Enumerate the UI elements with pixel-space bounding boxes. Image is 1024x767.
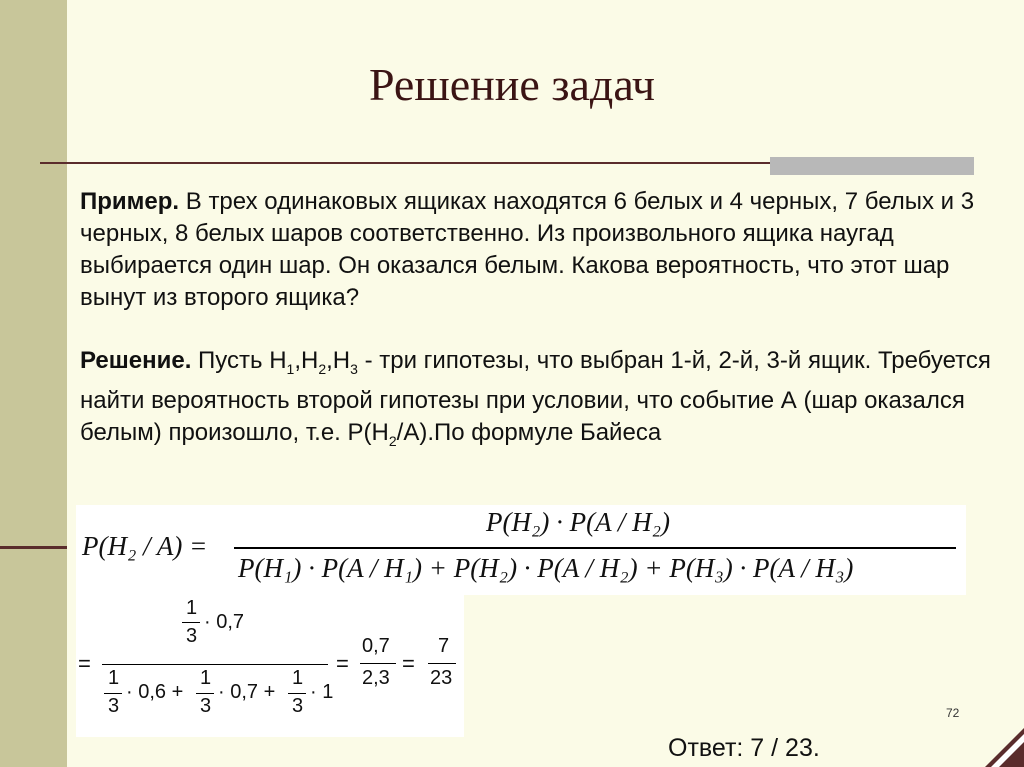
page-number: 72 — [946, 706, 960, 720]
equals-sign: = — [336, 651, 349, 676]
page-corner-icon — [985, 728, 1024, 767]
formula-lhs: P(H₂ / A) = — [82, 531, 208, 561]
left-decor-line — [0, 546, 67, 549]
subscript: 3 — [350, 360, 358, 377]
title-rule — [40, 162, 770, 164]
solution-text: ,H — [326, 347, 351, 374]
solution-label: Решение. — [80, 347, 192, 374]
equals-sign: = — [402, 651, 415, 676]
left-decor-band — [0, 0, 67, 767]
solution-text: /A).По формуле Байеса — [396, 418, 662, 446]
denominator-term: · 0,7 + — [218, 681, 276, 703]
fraction-bar — [196, 693, 214, 694]
fraction-denominator: 3 — [108, 695, 120, 717]
fraction-bar — [182, 622, 200, 623]
denominator-term: · 0,6 + — [126, 681, 184, 703]
subscript: 1 — [286, 360, 295, 377]
fraction-denominator: 3 — [200, 695, 212, 717]
fraction-bar — [428, 663, 456, 664]
fraction-numerator: 1 — [200, 667, 212, 689]
main-fraction-bar — [102, 664, 328, 665]
equals-sign: = — [78, 651, 91, 676]
slide-title: Решение задач — [368, 59, 656, 110]
subscript: 2 — [388, 432, 397, 449]
title-rule-accent — [770, 157, 974, 175]
solution-text: Пусть H — [191, 347, 287, 374]
subscript: 2 — [318, 360, 327, 377]
numeric-computation — [76, 595, 464, 737]
solution-text: - три гипотезы, что выбран 1-й, 2-й, 3-й ящик. Требуется найти вероятность второй гипотезы при условии, что событие А (шар оказался белым) произошло, т.е. P(H — [80, 347, 991, 446]
fraction-numerator: 1 — [292, 667, 304, 689]
fraction-bar — [288, 693, 306, 694]
formula-numerator: P(H₂) · P(A / H₂) — [486, 507, 670, 537]
fraction-bar — [104, 693, 122, 694]
formula-denominator: P(H₁) · P(A / H₁) + P(H₂) · P(A / H₂) + P(H₃) · P(A / H₃) — [238, 553, 854, 583]
bayes-formula — [76, 505, 966, 595]
fraction-numerator: 7 — [438, 635, 450, 657]
solution-text: ,H — [294, 347, 319, 374]
fraction-denominator: 3 — [186, 625, 198, 647]
example-text: В трех одинаковых ящиках находятся 6 белых и 4 черных, 7 белых и 3 черных, 8 белых шаров соответственно. Из произвольного ящика наугад выбирается один шар. Он оказался белым. Какова вероятность, что этот шар вынут из второго ящика? — [80, 188, 975, 311]
numerator-factor: · 0,7 — [204, 611, 245, 633]
fraction-denominator: 23 — [430, 667, 453, 689]
answer-text: Ответ: 7 / 23. — [668, 734, 820, 762]
fraction-bar — [234, 547, 956, 549]
denominator-term: · 1 — [310, 681, 334, 703]
fraction-denominator: 2,3 — [362, 667, 390, 689]
fraction-bar — [360, 663, 396, 664]
solution-paragraph — [80, 345, 1010, 457]
example-paragraph — [80, 186, 1010, 314]
example-label: Пример. — [80, 188, 180, 215]
fraction-numerator: 1 — [108, 667, 120, 689]
fraction-numerator: 1 — [186, 597, 198, 619]
fraction-denominator: 3 — [292, 695, 304, 717]
fraction-numerator: 0,7 — [362, 635, 390, 657]
